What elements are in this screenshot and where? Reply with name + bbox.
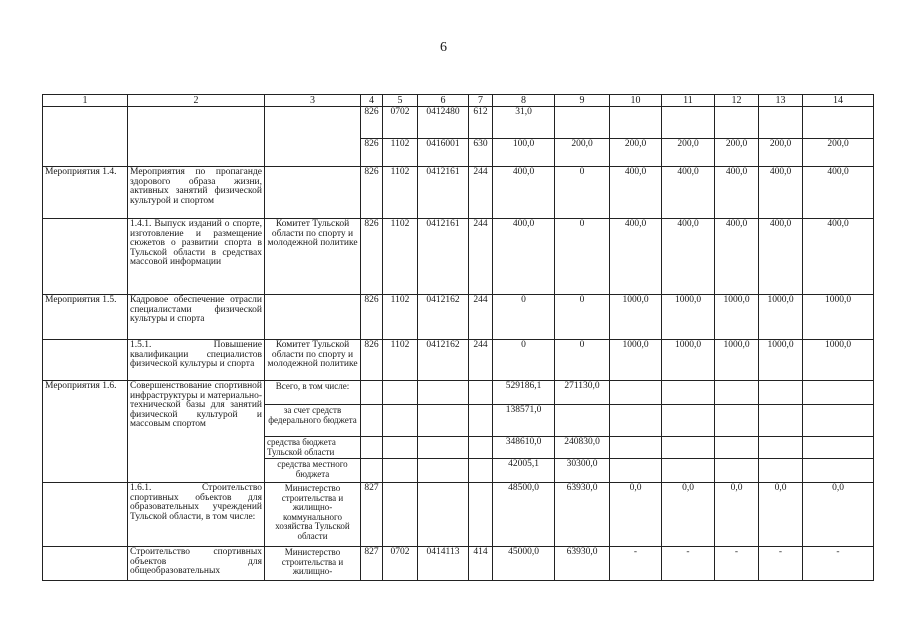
table-cell: 31,0 (493, 107, 555, 139)
table-row (43, 219, 874, 295)
table-row (43, 483, 874, 547)
table-cell (383, 381, 418, 405)
table-cell: 1102 (383, 295, 418, 340)
table-cell: Министерство строительства и жилищно- (265, 547, 361, 581)
table-cell: 240830,0 (555, 437, 610, 459)
table-cell (610, 459, 662, 483)
table-cell: 0,0 (759, 483, 803, 547)
table-cell: 0 (555, 340, 610, 381)
table-cell (43, 483, 128, 547)
table-cell: Комитет Тульской области по спорту и молодежной политике (265, 219, 361, 295)
table-cell: 826 (361, 219, 383, 295)
table-cell: Кадровое обеспечение отрасли специалистами физической культуры и спорта (128, 295, 265, 340)
table-cell: 1000,0 (662, 295, 715, 340)
table-cell: 0 (493, 340, 555, 381)
table-cell (265, 167, 361, 219)
table-cell (555, 107, 610, 139)
table-cell (418, 483, 469, 547)
table-cell: 45000,0 (493, 547, 555, 581)
table-cell (803, 107, 874, 139)
table-cell: 0 (555, 219, 610, 295)
table-cell (418, 437, 469, 459)
col-header: 6 (418, 95, 469, 107)
table-cell (383, 459, 418, 483)
table-cell: 244 (469, 167, 493, 219)
table-cell: 400,0 (715, 219, 759, 295)
table-cell: 1000,0 (715, 340, 759, 381)
table-cell (803, 381, 874, 405)
table-cell (610, 107, 662, 139)
table-cell: 1102 (383, 139, 418, 167)
table-cell (662, 405, 715, 437)
col-header: 3 (265, 95, 361, 107)
table-cell (469, 381, 493, 405)
table-cell: Мероприятия 1.5. (43, 295, 128, 340)
table-cell: - (715, 547, 759, 581)
table-cell: 827 (361, 547, 383, 581)
table-cell: 244 (469, 340, 493, 381)
table-cell: 200,0 (555, 139, 610, 167)
table-cell (361, 437, 383, 459)
table-cell: средства местного бюджета (265, 459, 361, 483)
table-cell: 630 (469, 139, 493, 167)
table-cell: 826 (361, 295, 383, 340)
table-cell (759, 381, 803, 405)
table-cell: 400,0 (610, 219, 662, 295)
table-cell: 400,0 (493, 167, 555, 219)
table-cell: 348610,0 (493, 437, 555, 459)
table-cell: Комитет Тульской области по спорту и молодежной политике (265, 340, 361, 381)
table-cell: 42005,1 (493, 459, 555, 483)
table-cell: 1000,0 (803, 340, 874, 381)
table-cell (759, 437, 803, 459)
table-cell (361, 381, 383, 405)
table-cell (803, 405, 874, 437)
table-cell: 529186,1 (493, 381, 555, 405)
table-cell: Мероприятия 1.4. (43, 167, 128, 219)
table-cell: 0 (555, 295, 610, 340)
table-cell: 0412162 (418, 295, 469, 340)
table-cell (662, 381, 715, 405)
table-cell (715, 107, 759, 139)
table-cell: 1102 (383, 219, 418, 295)
table-cell (265, 107, 361, 167)
table-cell: 244 (469, 295, 493, 340)
table-cell: 271130,0 (555, 381, 610, 405)
table-cell (128, 107, 265, 167)
table-cell: 826 (361, 107, 383, 139)
table-cell: 1.4.1. Выпуск изданий о спорте, изготовление и размещение сюжетов о развитии спорта в Тульской области в средствах массовой информации (128, 219, 265, 295)
table-cell: 400,0 (803, 219, 874, 295)
table-cell: 200,0 (803, 139, 874, 167)
table-cell (383, 483, 418, 547)
table-cell: 0416001 (418, 139, 469, 167)
table-cell (662, 437, 715, 459)
table-cell: 0702 (383, 107, 418, 139)
table-cell (43, 340, 128, 381)
table-cell: 400,0 (759, 167, 803, 219)
col-header: 9 (555, 95, 610, 107)
table-cell: 400,0 (759, 219, 803, 295)
table-row (43, 340, 874, 381)
table-cell (361, 459, 383, 483)
table-cell: 612 (469, 107, 493, 139)
table-cell: 1102 (383, 340, 418, 381)
table-cell (715, 437, 759, 459)
col-header: 13 (759, 95, 803, 107)
table-cell: 0414113 (418, 547, 469, 581)
table-cell (469, 405, 493, 437)
table-cell: - (662, 547, 715, 581)
table-cell (469, 459, 493, 483)
table-cell: 400,0 (610, 167, 662, 219)
table-cell: 244 (469, 219, 493, 295)
table-cell (662, 107, 715, 139)
table-cell (662, 459, 715, 483)
header-row (43, 95, 874, 107)
table-cell: 0412480 (418, 107, 469, 139)
table-cell: 1000,0 (610, 340, 662, 381)
table-row (43, 547, 874, 581)
table-cell (610, 437, 662, 459)
table-cell: 414 (469, 547, 493, 581)
table-cell: 1000,0 (610, 295, 662, 340)
table-cell: Министерство строительства и жилищно-коммунального хозяйства Тульской области (265, 483, 361, 547)
table-cell: 400,0 (662, 219, 715, 295)
table-cell (759, 405, 803, 437)
table-cell: 63930,0 (555, 483, 610, 547)
table-cell: 1000,0 (803, 295, 874, 340)
table-cell: 0412161 (418, 167, 469, 219)
table-cell: 200,0 (662, 139, 715, 167)
table-cell: 1000,0 (715, 295, 759, 340)
table-cell: средства бюджета Тульской области (265, 437, 361, 459)
table-cell: 826 (361, 139, 383, 167)
table-cell (715, 405, 759, 437)
table-cell: 200,0 (759, 139, 803, 167)
table-cell (383, 437, 418, 459)
col-header: 10 (610, 95, 662, 107)
table-cell: Мероприятия 1.6. (43, 381, 128, 483)
table-cell: - (610, 547, 662, 581)
table-cell (418, 381, 469, 405)
col-header: 2 (128, 95, 265, 107)
table-cell: 0 (493, 295, 555, 340)
table-cell: 0412162 (418, 340, 469, 381)
col-header: 11 (662, 95, 715, 107)
table-cell (43, 107, 128, 167)
table-cell (469, 437, 493, 459)
table-cell: 1.5.1. Повышение квалификации специалистов физической культуры и спорта (128, 340, 265, 381)
table-cell (803, 459, 874, 483)
table-cell: Мероприятия по пропаганде здорового образа жизни, активных занятий физической культурой и спортом (128, 167, 265, 219)
col-header: 12 (715, 95, 759, 107)
table-row (43, 107, 874, 139)
table-cell (610, 381, 662, 405)
table-cell (43, 219, 128, 295)
budget-table (42, 94, 874, 581)
table-cell: 400,0 (662, 167, 715, 219)
col-header: 1 (43, 95, 128, 107)
table-cell (383, 405, 418, 437)
table-cell (469, 483, 493, 547)
table-cell: 400,0 (803, 167, 874, 219)
table-cell: 1000,0 (759, 295, 803, 340)
table-cell: 1000,0 (759, 340, 803, 381)
table-cell: - (803, 547, 874, 581)
table-row (43, 295, 874, 340)
table-cell: Всего, в том числе: (265, 381, 361, 405)
table-cell: 1102 (383, 167, 418, 219)
table-cell: 827 (361, 483, 383, 547)
table-cell (418, 459, 469, 483)
table-cell: 30300,0 (555, 459, 610, 483)
table-cell (555, 405, 610, 437)
table-row (43, 381, 874, 405)
table-cell: 400,0 (715, 167, 759, 219)
table-cell: 0,0 (803, 483, 874, 547)
table-cell: 0,0 (662, 483, 715, 547)
table-cell: 1000,0 (662, 340, 715, 381)
table-cell: 826 (361, 167, 383, 219)
table-cell: 48500,0 (493, 483, 555, 547)
table-cell (759, 107, 803, 139)
table-cell: 200,0 (715, 139, 759, 167)
table-cell: 0 (555, 167, 610, 219)
table-cell: 400,0 (493, 219, 555, 295)
page-number: 6 (440, 40, 447, 55)
table-cell: 0412161 (418, 219, 469, 295)
table-cell: Строительство спортивных объектов для общеобразовательных (128, 547, 265, 581)
col-header: 14 (803, 95, 874, 107)
table-cell (610, 405, 662, 437)
table-cell (715, 381, 759, 405)
table-cell (43, 547, 128, 581)
table-cell: 0,0 (715, 483, 759, 547)
col-header: 8 (493, 95, 555, 107)
table-cell: Совершенствование спортивной инфраструктуры и материально-технической базы для занятий физической культурой и массовым спортом (128, 381, 265, 483)
table-cell: 100,0 (493, 139, 555, 167)
table-cell (361, 405, 383, 437)
table-cell (803, 437, 874, 459)
table-cell: 1.6.1. Строительство спортивных объектов для образовательных учреждений Тульской области, в том числе: (128, 483, 265, 547)
table-cell (265, 295, 361, 340)
table-cell: 138571,0 (493, 405, 555, 437)
col-header: 4 (361, 95, 383, 107)
col-header: 7 (469, 95, 493, 107)
table-cell (418, 405, 469, 437)
table-cell (715, 459, 759, 483)
col-header: 5 (383, 95, 418, 107)
table-cell: 826 (361, 340, 383, 381)
table-cell: 63930,0 (555, 547, 610, 581)
table-cell: 200,0 (610, 139, 662, 167)
table-cell: за счет средств федерального бюджета (265, 405, 361, 437)
table-cell: - (759, 547, 803, 581)
table-cell (759, 459, 803, 483)
table-cell: 0,0 (610, 483, 662, 547)
table-cell: 0702 (383, 547, 418, 581)
table-row (43, 167, 874, 219)
